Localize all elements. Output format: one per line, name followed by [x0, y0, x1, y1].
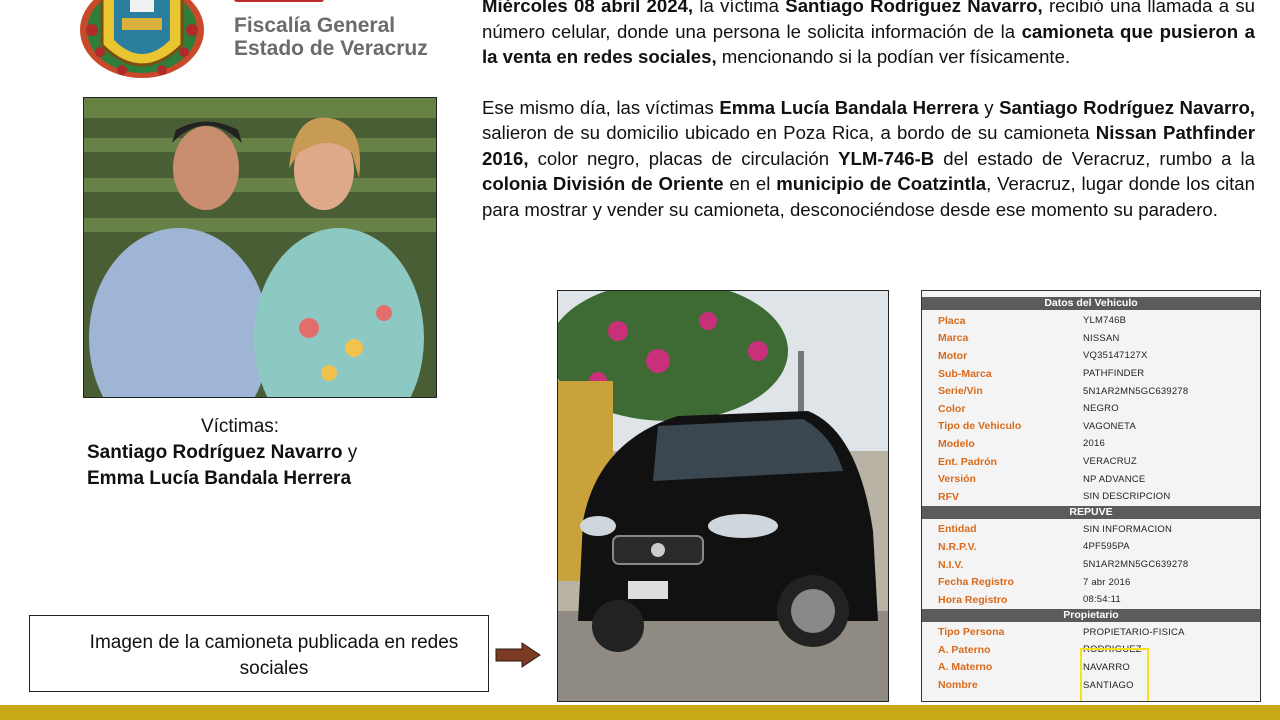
- fge-logo-red-mark: [234, 0, 324, 2]
- vehicle-data-panel: [921, 290, 1261, 702]
- footer-bar: [0, 705, 1280, 720]
- vehicle-data-label: Sub-Marca: [938, 367, 992, 380]
- vehicle-data-row: [922, 347, 1260, 365]
- vehicle-data-value: VERACRUZ: [1083, 456, 1137, 468]
- vehicle-data-value: NEGRO: [1083, 403, 1119, 415]
- vehicle-data-label: Tipo Persona: [938, 626, 1005, 639]
- vehicle-data-row: [922, 573, 1260, 591]
- arrow-right-icon: [494, 642, 542, 668]
- vehicle-data-value: 4PF595PA: [1083, 541, 1130, 553]
- vehicle-data-row: [922, 591, 1260, 609]
- vehicle-data-value: 08:54:11: [1083, 594, 1121, 606]
- vehicle-section-header: REPUVE: [922, 506, 1260, 519]
- veracruz-coat-of-arms-icon: [72, 0, 212, 82]
- vehicle-data-value: PROPIETARIO-FISICA: [1083, 626, 1185, 638]
- vehicle-data-value: SIN DESCRIPCION: [1083, 491, 1171, 503]
- narrative-run: Nissan Pathfinder 2016,: [482, 122, 1255, 169]
- vehicle-data-row: [922, 453, 1260, 471]
- vehicle-data-label: A. Materno: [938, 661, 993, 674]
- narrative-run: mencionando si la podían ver físicamente.: [716, 46, 1071, 67]
- vehicle-section-header: Propietario: [922, 609, 1260, 622]
- vehicle-data-value: 7 abr 2016: [1083, 576, 1131, 588]
- case-narrative: [482, 0, 1255, 247]
- victim-name-1: Santiago Rodríguez Navarro: [87, 442, 343, 463]
- narrative-run: camioneta que pusieron a la venta en redes sociales,: [482, 20, 1255, 67]
- vehicle-data-value: NAVARRO: [1083, 661, 1130, 673]
- vehicle-data-value: NISSAN: [1083, 332, 1120, 344]
- vehicle-data-label: Ent. Padrón: [938, 455, 997, 468]
- vehicle-data-label: Color: [938, 402, 966, 415]
- vehicle-data-row: [922, 624, 1260, 642]
- vehicle-data-label: Versión: [938, 473, 976, 486]
- vehicle-section-header: Datos del Vehiculo: [922, 297, 1260, 310]
- narrative-run: salieron de su domicilio ubicado en Poza Rica, a bordo de su camioneta: [482, 122, 1096, 143]
- narrative-paragraph-1: [482, 0, 1255, 70]
- vehicle-data-label: Modelo: [938, 437, 975, 450]
- vehicle-data-value: NP ADVANCE: [1083, 473, 1146, 485]
- vehicle-data-row: [922, 521, 1260, 539]
- vehicle-data-value: 5N1AR2MN5GC639278: [1083, 385, 1189, 397]
- vehicle-data-label: Fecha Registro: [938, 576, 1014, 589]
- vehicle-data-value: 2016: [1083, 438, 1105, 450]
- vehicle-data-body: [922, 297, 1260, 694]
- vehicle-data-row: [922, 488, 1260, 506]
- vehicle-data-row: [922, 330, 1260, 348]
- narrative-run: Emma Lucía Bandala Herrera: [719, 96, 979, 118]
- vehicle-data-row: [922, 435, 1260, 453]
- vehicle-data-value: RODRIGUEZ: [1083, 644, 1142, 656]
- narrative-run: Miércoles 08 abril 2024,: [482, 0, 694, 16]
- vehicle-data-row: [922, 312, 1260, 330]
- narrative-run: YLM-746-B: [838, 147, 935, 169]
- vehicle-data-row: [922, 365, 1260, 383]
- narrative-run: y: [978, 96, 1000, 118]
- narrative-run: color negro, placas de circulación: [528, 147, 839, 169]
- narrative-run: en el: [723, 173, 777, 194]
- vehicle-data-label: RFV: [938, 490, 959, 503]
- narrative-run: , Veracruz, lugar donde los citan para mostrar y vender su camioneta, desconociéndose desde ese momento su paradero.: [482, 173, 1255, 220]
- vehicle-data-label: N.R.P.V.: [938, 540, 977, 553]
- vehicle-photo: [557, 290, 889, 702]
- victims-connector: y: [342, 442, 358, 463]
- narrative-run: municipio de Coatzintla: [776, 173, 987, 194]
- vehicle-data-value: 5N1AR2MN5GC639278: [1083, 559, 1189, 571]
- narrative-run: del estado de Veracruz, rumbo a la: [934, 147, 1256, 169]
- vehicle-data-value: VQ35147127X: [1083, 350, 1148, 362]
- vehicle-data-label: A. Paterno: [938, 643, 991, 656]
- vehicle-data-label: Nombre: [938, 679, 978, 692]
- vehicle-data-label: Hora Registro: [938, 593, 1008, 606]
- vehicle-data-label: Tipo de Vehiculo: [938, 420, 1022, 433]
- vehicle-data-row: [922, 538, 1260, 556]
- vehicle-data-value: SANTIAGO: [1083, 679, 1134, 691]
- victim-name-2: Emma Lucía Bandala Herrera: [87, 468, 352, 489]
- vehicle-data-row: [922, 418, 1260, 436]
- victims-label: Víctimas:: [200, 416, 280, 437]
- vehicle-data-label: Marca: [938, 332, 969, 345]
- org-name-line1: Fiscalía General: [234, 14, 396, 37]
- vehicle-data-label: Placa: [938, 314, 966, 327]
- owner-name-highlight: [1080, 648, 1149, 702]
- narrative-run: Ese mismo día, las víctimas: [482, 96, 720, 118]
- org-name: [234, 14, 474, 60]
- narrative-run: recibió una llamada a su número celular, donde una persona le solicita información de la: [482, 0, 1255, 42]
- vehicle-data-row: [922, 400, 1260, 418]
- vehicle-data-label: Entidad: [938, 523, 977, 536]
- vehicle-data-value: SIN INFORMACION: [1083, 523, 1173, 535]
- vehicle-data-row: [922, 556, 1260, 574]
- vehicle-data-value: YLM746B: [1083, 315, 1127, 327]
- photo-callout-box: [29, 615, 489, 692]
- narrative-paragraph-2: [482, 95, 1255, 223]
- victims-names: [60, 440, 420, 492]
- vehicle-data-value: VAGONETA: [1083, 420, 1136, 432]
- vehicle-data-value: PATHFINDER: [1083, 368, 1145, 380]
- narrative-run: la víctima: [693, 0, 786, 16]
- vehicle-data-row: [922, 470, 1260, 488]
- narrative-run: colonia División de Oriente: [482, 173, 724, 194]
- vehicle-data-row: [922, 382, 1260, 400]
- narrative-run: Santiago Rodríguez Navarro,: [785, 0, 1043, 16]
- vehicle-data-label: N.I.V.: [938, 558, 964, 571]
- photo-callout-text: Imagen de la camioneta publicada en redes sociales: [89, 632, 459, 679]
- vehicle-data-label: Motor: [938, 349, 968, 362]
- org-name-line2: Estado de Veracruz: [234, 37, 428, 60]
- vehicle-data-label: Serie/Vin: [938, 385, 983, 398]
- narrative-run: Santiago Rodríguez Navarro,: [999, 96, 1255, 118]
- victims-photo: [83, 97, 437, 398]
- victims-caption: [60, 414, 420, 492]
